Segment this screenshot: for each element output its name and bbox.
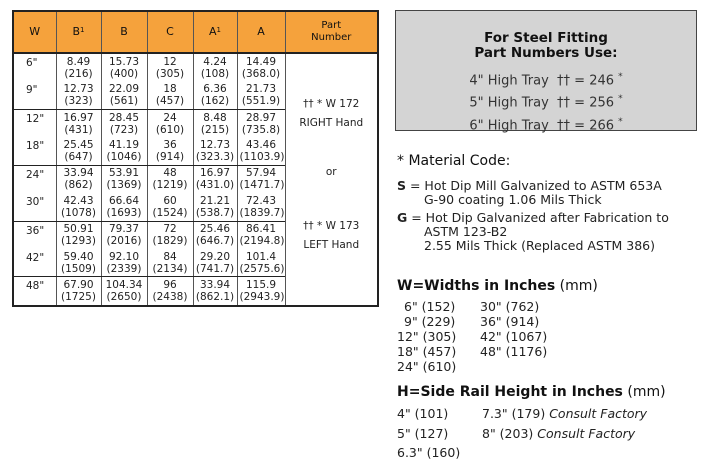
- fitting-row: 6" High Tray †† = 266 *: [469, 116, 623, 133]
- cell-w: 18": [13, 137, 56, 165]
- cell-w: 48": [13, 277, 56, 306]
- header-part-number: Part Number: [285, 11, 378, 53]
- material-g-detail: ASTM 123-B2: [424, 224, 508, 239]
- cell-c: 60 (1524): [147, 193, 193, 221]
- width-item: 24" (610): [397, 359, 457, 374]
- cell-b: 92.10 (2339): [101, 249, 147, 277]
- cell-b: 41.19 (1046): [101, 137, 147, 165]
- width-item: 42" (1067): [480, 329, 548, 344]
- material-s-line: S = Hot Dip Mill Galvanized to ASTM 653A: [397, 178, 662, 193]
- cell-b1: 42.43 (1078): [56, 193, 101, 221]
- cell-a: 86.41 (2194.8): [237, 221, 285, 249]
- cell-b: 104.34 (2650): [101, 277, 147, 306]
- part-or: or: [325, 166, 337, 178]
- header-c: C: [147, 11, 193, 53]
- header-b1: $B^1$: [56, 11, 101, 53]
- cell-a: 43.46 (1103.9): [237, 137, 285, 165]
- cell-b1: 16.97 (431): [56, 109, 101, 137]
- width-item: 36" (914): [480, 314, 540, 329]
- cell-b1: 67.90 (1725): [56, 277, 101, 306]
- height-item: 8" (203) Consult Factory: [482, 426, 636, 441]
- cell-b: 22.09 (561): [101, 81, 147, 109]
- width-item: 30" (762): [480, 299, 540, 314]
- fitting-row: 5" High Tray †† = 256 *: [469, 94, 623, 111]
- header-a: A: [237, 11, 285, 53]
- part-left-label: LEFT Hand: [303, 239, 360, 251]
- cell-b: 15.73 (400): [101, 53, 147, 81]
- cell-c: 18 (457): [147, 81, 193, 109]
- steel-fitting-box: [395, 10, 697, 131]
- cell-a1: 29.20 (741.7): [193, 249, 237, 277]
- width-item: 48" (1176): [480, 344, 548, 359]
- cell-w: 12": [13, 109, 56, 137]
- fitting-row: 4" High Tray †† = 246 *: [469, 72, 623, 89]
- cell-b1: 8.49 (216): [56, 53, 101, 81]
- cell-b1: 12.73 (323): [56, 81, 101, 109]
- cell-a: 57.94 (1471.7): [237, 165, 285, 193]
- widths-title: W=Widths in Inches (mm): [397, 278, 598, 294]
- cell-w: 30": [13, 193, 56, 221]
- width-item: 12" (305): [397, 329, 457, 344]
- cell-c: 36 (914): [147, 137, 193, 165]
- cell-w: 9": [13, 81, 56, 109]
- heights-title: H=Side Rail Height in Inches (mm): [397, 384, 666, 400]
- cell-w: 24": [13, 165, 56, 193]
- fitting-list: [396, 68, 696, 135]
- cell-part-number: [285, 53, 378, 306]
- cell-a: 115.9 (2943.9): [237, 277, 285, 306]
- cell-c: 84 (2134): [147, 249, 193, 277]
- part-left-code: †† * W 173: [303, 220, 360, 232]
- cell-a1: 8.48 (215): [193, 109, 237, 137]
- dimension-table: [12, 10, 379, 307]
- cell-c: 96 (2438): [147, 277, 193, 306]
- cell-b: 53.91 (1369): [101, 165, 147, 193]
- cell-b1: 25.45 (647): [56, 137, 101, 165]
- cell-b: 79.37 (2016): [101, 221, 147, 249]
- cell-a: 72.43 (1839.7): [237, 193, 285, 221]
- part-right-label: RIGHT Hand: [299, 117, 364, 129]
- height-item: 5" (127): [397, 426, 449, 441]
- cell-c: 12 (305): [147, 53, 193, 81]
- header-a1: $A^1$: [193, 11, 237, 53]
- table-row: [13, 53, 378, 81]
- height-item: 6.3" (160): [397, 445, 461, 460]
- cell-w: 6": [13, 53, 56, 81]
- width-item: 6" (152): [404, 299, 456, 314]
- cell-a1: 33.94 (862.1): [193, 277, 237, 306]
- part-right-code: †† * W 172: [303, 98, 360, 110]
- cell-b1: 33.94 (862): [56, 165, 101, 193]
- cell-a1: 25.46 (646.7): [193, 221, 237, 249]
- material-s-detail: G-90 coating 1.06 Mils Thick: [424, 192, 602, 207]
- width-item: 18" (457): [397, 344, 457, 359]
- cell-a: 14.49 (368.0): [237, 53, 285, 81]
- material-g-line: G = Hot Dip Galvanized after Fabrication to: [397, 210, 669, 225]
- cell-b1: 59.40 (1509): [56, 249, 101, 277]
- header-w: W: [13, 11, 56, 53]
- cell-w: 42": [13, 249, 56, 277]
- width-item: 9" (229): [404, 314, 456, 329]
- cell-a1: 16.97 (431.0): [193, 165, 237, 193]
- cell-a1: 12.73 (323.3): [193, 137, 237, 165]
- cell-a: 101.4 (2575.6): [237, 249, 285, 277]
- cell-b: 28.45 (723): [101, 109, 147, 137]
- cell-c: 24 (610): [147, 109, 193, 137]
- material-g-thickness: 2.55 Mils Thick (Replaced ASTM 386): [424, 238, 655, 253]
- cell-a: 21.73 (551.9): [237, 81, 285, 109]
- material-code-title: * Material Code:: [397, 153, 511, 169]
- cell-a: 28.97 (735.8): [237, 109, 285, 137]
- cell-b1: 50.91 (1293): [56, 221, 101, 249]
- cell-b: 66.64 (1693): [101, 193, 147, 221]
- height-item: 7.3" (179) Consult Factory: [482, 406, 648, 421]
- cell-w: 36": [13, 221, 56, 249]
- fitting-title: For Steel Fitting Part Numbers Use:: [474, 30, 618, 61]
- cell-a1: 6.36 (162): [193, 81, 237, 109]
- cell-a1: 4.24 (108): [193, 53, 237, 81]
- height-item: 4" (101): [397, 406, 449, 421]
- cell-a1: 21.21 (538.7): [193, 193, 237, 221]
- table-header-row: [13, 11, 378, 53]
- cell-c: 48 (1219): [147, 165, 193, 193]
- cell-c: 72 (1829): [147, 221, 193, 249]
- header-b: B: [101, 11, 147, 53]
